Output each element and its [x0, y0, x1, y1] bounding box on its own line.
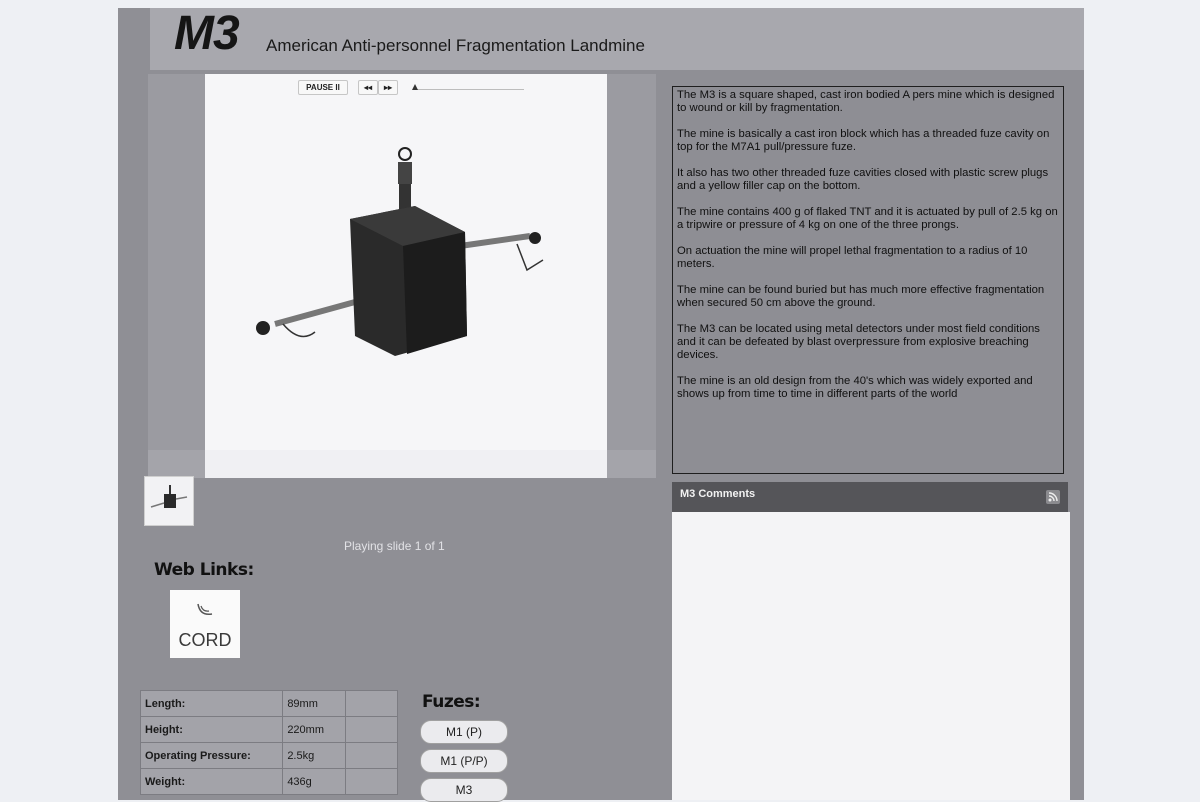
- spec-label: Height:: [141, 717, 283, 743]
- rss-glyph: [1046, 490, 1060, 504]
- fuze-button-m1-pp[interactable]: M1 (P/P): [420, 749, 508, 773]
- description-paragraph: On actuation the mine will propel lethal fragmentation to a radius of 10 meters.: [677, 245, 1028, 270]
- table-row: [141, 691, 398, 717]
- page-title: M3: [174, 7, 239, 60]
- fuze-button-m3[interactable]: M3: [420, 778, 508, 802]
- table-row: [141, 743, 398, 769]
- pause-button[interactable]: PAUSE II: [298, 80, 348, 95]
- spec-empty-cell: [345, 743, 397, 769]
- cord-logo-link[interactable]: [170, 590, 240, 658]
- comments-title: M3 Comments: [680, 488, 756, 500]
- next-button[interactable]: ▸▸: [378, 80, 398, 95]
- landmine-thumbnail-icon: [145, 477, 193, 525]
- description-paragraph: The M3 is a square shaped, cast iron bodied A pers mine which is designed to wound or kill by fragmentation.: [677, 89, 1055, 114]
- spec-value: 89mm: [283, 691, 345, 717]
- specifications-table: [140, 690, 398, 795]
- slideshow-image[interactable]: [205, 74, 607, 478]
- spec-label: Length:: [141, 691, 283, 717]
- previous-button[interactable]: ◂◂: [358, 80, 378, 95]
- comments-area[interactable]: [672, 512, 1070, 800]
- cord-logo-icon: [170, 590, 240, 630]
- spec-value: 2.5kg: [283, 743, 345, 769]
- slideshow-status: Playing slide 1 of 1: [344, 539, 445, 553]
- spec-empty-cell: [345, 769, 397, 795]
- landmine-illustration: [205, 74, 607, 478]
- table-row: [141, 717, 398, 743]
- slideshow-strip-light: [205, 450, 607, 478]
- spec-value: 220mm: [283, 717, 345, 743]
- rss-icon[interactable]: [1046, 490, 1060, 504]
- spec-label: Operating Pressure:: [141, 743, 283, 769]
- description-box: [672, 86, 1064, 474]
- comments-header: [672, 482, 1068, 512]
- description-paragraph: The M3 can be located using metal detectors under most field conditions and it can be defeated by blast overpressure from explosive breaching devices.: [677, 323, 1040, 361]
- table-row: [141, 769, 398, 795]
- spec-label: Weight:: [141, 769, 283, 795]
- description-paragraph: It also has two other threaded fuze cavities closed with plastic screw plugs and a yellow filler cap on the bottom.: [677, 167, 1049, 192]
- slideshow-progress-track[interactable]: [414, 89, 524, 90]
- description-paragraph: The mine contains 400 g of flaked TNT and it is actuated by pull of 2.5 kg on a tripwire or pressure of 4 kg on one of the three prongs.: [677, 206, 1058, 231]
- spec-value: 436g: [283, 769, 345, 795]
- cord-logo-text: CORD: [178, 630, 232, 650]
- page-subtitle: American Anti-personnel Fragmentation Landmine: [266, 36, 645, 55]
- slideshow-progress-knob[interactable]: [412, 84, 418, 90]
- weblinks-heading: Web Links:: [154, 560, 254, 580]
- spec-empty-cell: [345, 717, 397, 743]
- description-paragraph: The mine is basically a cast iron block which has a threaded fuze cavity on top for the M7A1 pull/pressure fuze.: [677, 128, 1050, 153]
- spec-empty-cell: [345, 691, 397, 717]
- fuze-button-m1-p[interactable]: M1 (P): [420, 720, 508, 744]
- description-paragraph: The mine is an old design from the 40's which was widely exported and shows up from time to time in different parts of the world: [677, 375, 1033, 400]
- description-paragraph: The mine can be found buried but has much more effective fragmentation when secured 50 cm above the ground.: [677, 284, 1045, 309]
- slide-thumbnail[interactable]: [144, 476, 194, 526]
- fuzes-heading: Fuzes:: [422, 692, 481, 712]
